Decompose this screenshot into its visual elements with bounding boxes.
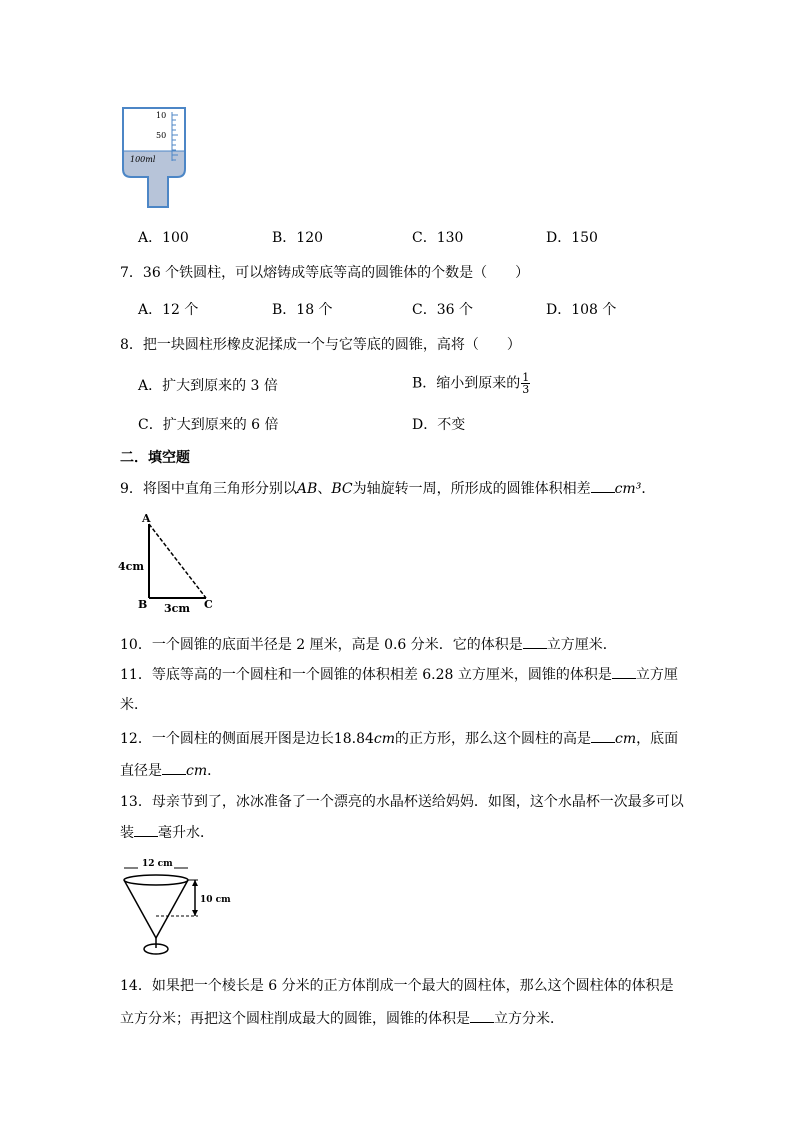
q12-num: 18.84 — [333, 731, 374, 747]
q9-text — [120, 478, 655, 499]
q12-diameter-blank[interactable] — [162, 760, 186, 775]
q9-pre: 9．将图中直角三角形分别以 — [120, 481, 297, 497]
q8-option-d[interactable]: D．不变 — [412, 417, 466, 433]
q12-pre: 12．一个圆柱的侧面展开图是边长 — [120, 731, 334, 747]
glass-height-label: 10 cm — [200, 895, 231, 905]
q7-option-b[interactable]: B．18 个 — [272, 302, 333, 318]
q14-answer-blank[interactable] — [470, 1008, 494, 1023]
q12-unit1: cm — [373, 731, 396, 747]
q9-end: ． — [641, 481, 656, 497]
section-title: 二．填空题 — [120, 450, 190, 466]
base-length-label: 3cm — [164, 602, 190, 614]
q12-line2-post: ． — [207, 763, 222, 779]
q14-line2-pre: 立方分米；再把这个圆柱削成最大的圆锥，圆锥的体积是 — [120, 1011, 470, 1027]
q7-option-c[interactable]: C．36 个 — [412, 302, 473, 318]
scale-label-50: 50 — [156, 131, 167, 140]
q7-option-d[interactable]: D．108 个 — [546, 302, 617, 318]
q12-text — [120, 728, 678, 749]
q8-option-a[interactable]: A．扩大到原来的 3 倍 — [138, 378, 278, 394]
container-figure — [118, 103, 190, 211]
q7-option-a[interactable]: A．12 个 — [138, 302, 199, 318]
q12-post: ，底面 — [636, 731, 679, 747]
q14-text: 14．如果把一个棱长是 6 分米的正方体削成一个最大的圆柱体，那么这个圆柱体的体积是 — [120, 978, 674, 994]
q11-post: 立方厘 — [635, 667, 678, 683]
q8-option-c[interactable]: C．扩大到原来的 6 倍 — [138, 417, 279, 433]
scale-label-10: 10 — [156, 111, 167, 120]
q7-text: 7．36 个铁圆柱，可以熔铸成等底等高的圆锥体的个数是（ ） — [120, 265, 530, 281]
q8-option-b[interactable] — [412, 372, 530, 395]
q10-pre: 10．一个圆锥的底面半径是 2 厘米，高是 0.6 分米．它的体积是 — [120, 637, 523, 653]
q12-height-blank[interactable] — [591, 728, 615, 743]
q9-answer-blank[interactable] — [591, 478, 615, 493]
scale-label-100: 100ml — [130, 155, 156, 164]
q14-line2-post: 立方分米． — [494, 1011, 564, 1027]
side-length-label: 4cm — [118, 560, 144, 573]
q11-answer-blank[interactable] — [612, 664, 636, 679]
q10-text — [120, 634, 617, 655]
q10-answer-blank[interactable] — [523, 634, 547, 649]
q9-mid2: 为轴旋转一周，所形成的圆锥体积相差 — [352, 481, 591, 497]
q11-text — [120, 664, 678, 685]
q14-line2 — [120, 1008, 564, 1029]
q12-mid: 的正方形，那么这个圆柱的高是 — [395, 731, 592, 747]
q6-option-a[interactable]: A．100 — [138, 230, 189, 246]
q12-line2-pre: 直径是 — [120, 763, 162, 779]
q10-post: 立方厘米． — [546, 637, 617, 653]
q6-option-c[interactable]: C．130 — [412, 230, 464, 246]
q13-line2 — [120, 822, 214, 843]
q13-line2-pre: 装 — [120, 825, 134, 841]
q11-line2: 米． — [120, 697, 148, 713]
q12-unit2: cm — [615, 731, 637, 747]
fraction-one-third: $\frac{1}{3}$ — [522, 371, 530, 396]
q13-answer-blank[interactable] — [134, 822, 158, 837]
q9-bc: BC — [331, 481, 353, 497]
q9-unit: cm³ — [614, 481, 642, 497]
q6-option-b[interactable]: B．120 — [272, 230, 324, 246]
q12-line2 — [120, 760, 221, 781]
q13-line2-post: 毫升水． — [158, 825, 214, 841]
q11-pre: 11．等底等高的一个圆柱和一个圆锥的体积相差 6.28 立方厘米，圆锥的体积是 — [120, 667, 612, 683]
vertex-b-label: B — [138, 598, 148, 611]
q13-text: 13．母亲节到了，冰冰准备了一个漂亮的水晶杯送给妈妈．如图，这个水晶杯一次最多可以 — [120, 794, 684, 810]
q12-unit3: cm — [186, 763, 208, 779]
q9-ab: AB — [296, 481, 318, 497]
q8-text: 8．把一块圆柱形橡皮泥揉成一个与它等底的圆锥，高将（ ） — [120, 337, 521, 353]
crystal-glass-figure — [118, 856, 236, 958]
q9-mid1: 、 — [317, 481, 332, 497]
vertex-c-label: C — [204, 598, 213, 611]
q6-option-d[interactable]: D．150 — [546, 230, 598, 246]
triangle-figure — [118, 510, 218, 614]
q8-option-b-label: B．缩小到原来的 — [412, 375, 521, 392]
vertex-a-label: A — [142, 512, 151, 525]
glass-top-label: 12 cm — [142, 859, 173, 869]
